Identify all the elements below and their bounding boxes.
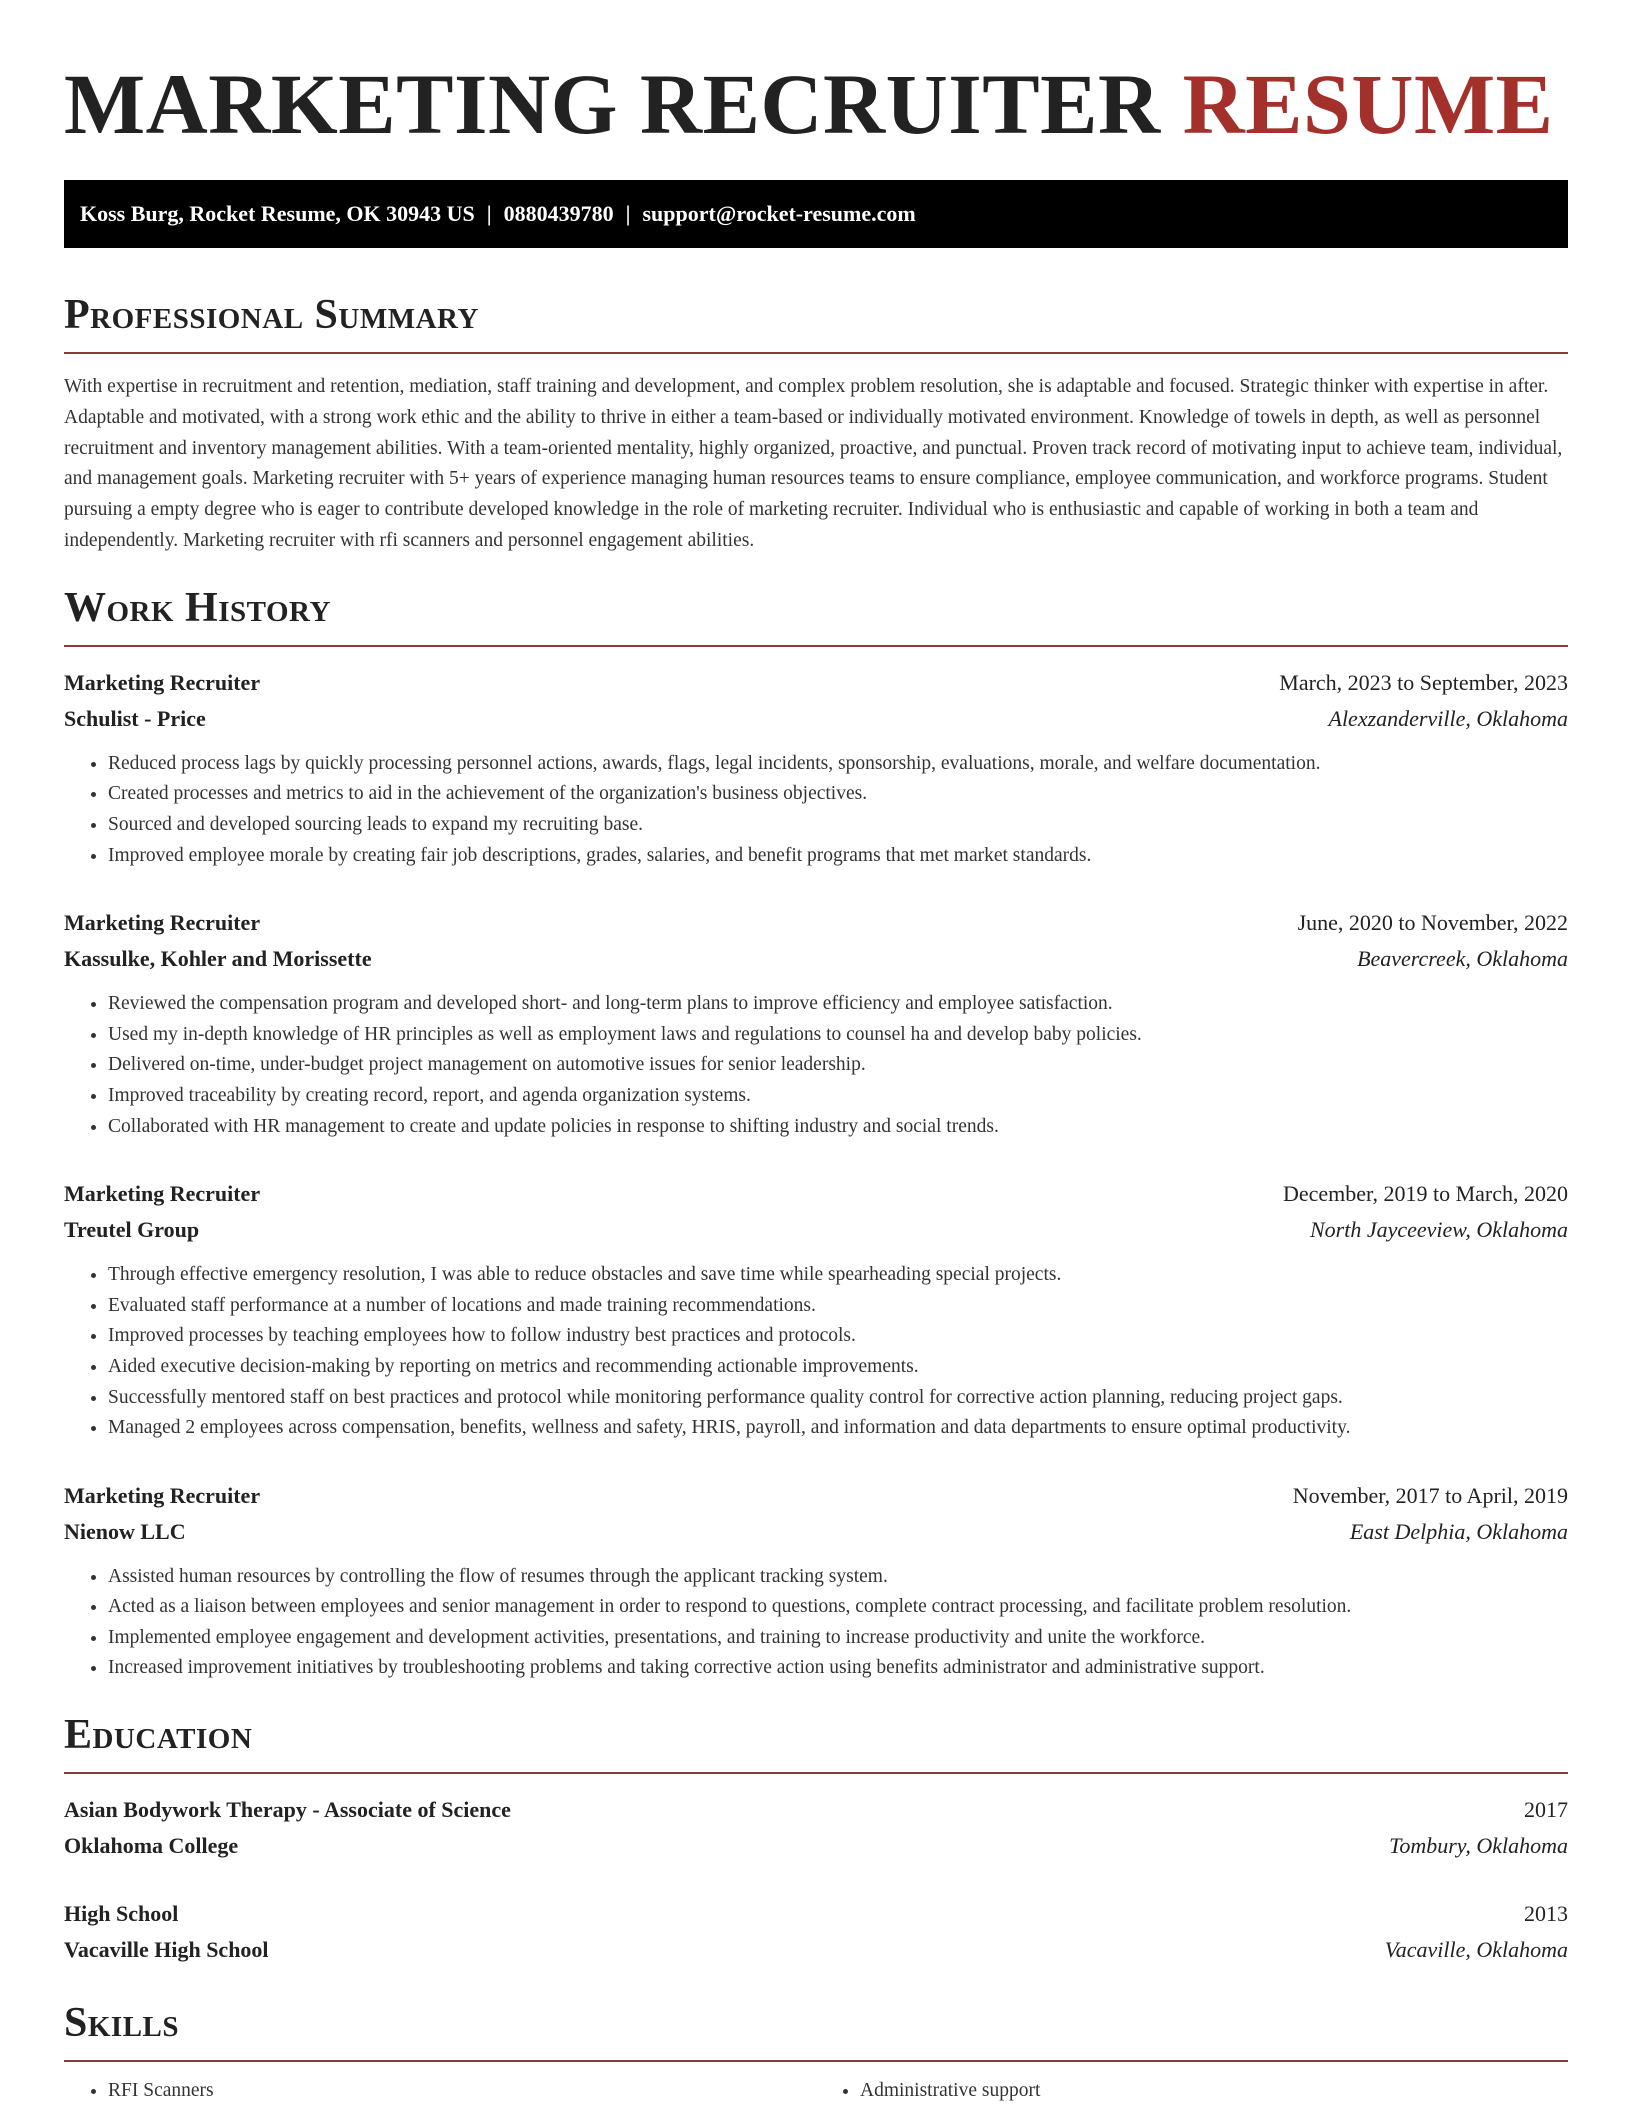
job-entry [64, 1478, 1568, 1684]
education-location: Vacaville, Oklahoma [1384, 1937, 1568, 1963]
job-company: Nienow LLC [64, 1518, 186, 1544]
skill-item: • Administrative support [860, 2076, 1568, 2107]
education-degree: Asian Bodywork Therapy - Associate of Science [64, 1797, 511, 1823]
education-entry [64, 1792, 1568, 1864]
job-bullet: • Increased improvement initiatives by troubleshooting problems and taking corrective action using benefits administrator and administrative support. [108, 1653, 1568, 1684]
job-entry [64, 1176, 1568, 1444]
resume-title [64, 0, 1568, 152]
education-degree-row [64, 1896, 1568, 1932]
summary-heading: Professional Summary [64, 292, 479, 338]
job-bullets [64, 989, 1568, 1142]
skills-column-right [816, 2076, 1568, 2107]
job-location: East Delphia, Oklahoma [1349, 1518, 1568, 1544]
job-company-row [64, 1514, 1568, 1550]
education-school: Vacaville High School [64, 1937, 269, 1963]
skill-item: • RFI Scanners [108, 2076, 816, 2107]
job-bullet: • Reduced process lags by quickly processing personnel actions, awards, flags, legal incidents, sponsorship, evaluations, morale, and welfare documentation. [108, 749, 1568, 780]
job-dates: December, 2019 to March, 2020 [1282, 1181, 1568, 1207]
resume-page [64, 0, 1568, 2107]
section-divider [64, 1772, 1568, 1774]
job-bullet: • Used my in-depth knowledge of HR principles as well as employment laws and regulations to counsel ha and develop baby policies. [108, 1020, 1568, 1051]
job-dates: November, 2017 to April, 2019 [1292, 1482, 1568, 1508]
education-degree-row [64, 1792, 1568, 1828]
contact-bar [64, 180, 1568, 248]
education-location: Tombury, Oklahoma [1389, 1833, 1568, 1859]
job-bullet: • Successfully mentored staff on best practices and protocol while monitoring performance quality control for corrective action planning, reducing project gaps. [108, 1383, 1568, 1414]
job-company-row [64, 1212, 1568, 1248]
job-company: Kassulke, Kohler and Morissette [64, 946, 372, 972]
job-bullet: • Assisted human resources by controlling the flow of resumes through the applicant tracking system. [108, 1562, 1568, 1593]
education-year: 2017 [1524, 1797, 1568, 1823]
job-location: Beavercreek, Oklahoma [1357, 946, 1568, 972]
title-main: MARKETING RECRUITER [64, 56, 1161, 152]
education-heading: Education [64, 1712, 253, 1759]
contact-address: Koss Burg, Rocket Resume, OK 30943 US [80, 201, 475, 226]
job-bullet: • Managed 2 employees across compensation, benefits, wellness and safety, HRIS, payroll, and information and data departments to ensure optimal productivity. [108, 1413, 1568, 1444]
education-school: Oklahoma College [64, 1833, 239, 1859]
job-role: Marketing Recruiter [64, 910, 261, 936]
job-bullet: • Through effective emergency resolution, I was able to reduce obstacles and save time while spearheading special projects. [108, 1260, 1568, 1291]
education-degree: High School [64, 1901, 179, 1927]
job-company: Schulist - Price [64, 705, 206, 731]
education-entry [64, 1896, 1568, 1968]
job-bullets [64, 749, 1568, 871]
skills-heading: Skills [64, 2000, 180, 2047]
job-location: North Jayceeview, Oklahoma [1309, 1217, 1568, 1243]
job-role: Marketing Recruiter [64, 669, 261, 695]
job-dates: March, 2023 to September, 2023 [1279, 669, 1568, 695]
job-role: Marketing Recruiter [64, 1482, 261, 1508]
section-divider [64, 352, 1568, 354]
contact-separator: | [486, 201, 492, 226]
job-header-row [64, 665, 1568, 701]
section-divider [64, 645, 1568, 647]
job-header-row [64, 905, 1568, 941]
job-entry [64, 665, 1568, 871]
education-year: 2013 [1524, 1901, 1568, 1927]
job-location: Alexzanderville, Oklahoma [1328, 705, 1568, 731]
contact-email: support@rocket-resume.com [642, 201, 916, 226]
job-bullets [64, 1562, 1568, 1684]
contact-separator: | [625, 201, 631, 226]
job-header-row [64, 1478, 1568, 1514]
job-bullet: • Collaborated with HR management to create and update policies in response to shifting industry and social trends. [108, 1112, 1568, 1143]
skills-column-left [64, 2076, 816, 2107]
job-bullet: • Sourced and developed sourcing leads to expand my recruiting base. [108, 810, 1568, 841]
job-bullet: • Improved processes by teaching employees how to follow industry best practices and protocols. [108, 1321, 1568, 1352]
job-bullet: • Improved traceability by creating record, report, and agenda organization systems. [108, 1081, 1568, 1112]
job-bullet: • Delivered on-time, under-budget project management on automotive issues for senior leadership. [108, 1050, 1568, 1081]
education-school-row [64, 1828, 1568, 1864]
job-bullet: • Reviewed the compensation program and developed short- and long-term plans to improve efficiency and employee satisfaction. [108, 989, 1568, 1020]
job-bullets [64, 1260, 1568, 1444]
title-accent: RESUME [1182, 56, 1554, 152]
education-school-row [64, 1932, 1568, 1968]
job-bullet: • Implemented employee engagement and development activities, presentations, and training to increase productivity and unite the workforce. [108, 1623, 1568, 1654]
job-company-row [64, 941, 1568, 977]
job-dates: June, 2020 to November, 2022 [1297, 910, 1568, 936]
job-bullet: • Aided executive decision-making by reporting on metrics and recommending actionable improvements. [108, 1352, 1568, 1383]
work-history-heading: Work History [64, 584, 331, 631]
job-entry [64, 905, 1568, 1142]
job-bullet: • Created processes and metrics to aid in the achievement of the organization's business objectives. [108, 779, 1568, 810]
job-company: Treutel Group [64, 1217, 200, 1243]
summary-text: With expertise in recruitment and retention, mediation, staff training and development, and complex problem resolution, she is adaptable and focused. Strategic thinker with expertise in after. Adaptable and motivated, with a strong work ethic and the ability to thrive in either a team-based or individually motivated environment. Knowledge of towels in depth, as well as personnel recruitment and inventory management abilities. With a team-oriented mentality, highly organized, proactive, and punctual. Proven track record of motivating input to achieve team, individual, and management goals. Marketing recruiter with 5+ years of experience managing human resources teams to ensure compliance, employee communication, and workforce programs. Student pursuing a empty degree who is eager to contribute developed knowledge in the role of marketing recruiter. Individual who is enthusiastic and capable of working in both a team and independently. Marketing recruiter with rfi scanners and personnel engagement abilities. [64, 376, 1563, 551]
skills-list [64, 2076, 1568, 2107]
job-bullet: • Acted as a liaison between employees and senior management in order to respond to questions, complete contract processing, and facilitate problem resolution. [108, 1592, 1568, 1623]
contact-phone: 0880439780 [503, 201, 614, 226]
job-company-row [64, 701, 1568, 737]
job-role: Marketing Recruiter [64, 1181, 261, 1207]
section-divider [64, 2060, 1568, 2062]
job-header-row [64, 1176, 1568, 1212]
job-bullet: • Evaluated staff performance at a number of locations and made training recommendations. [108, 1291, 1568, 1322]
job-bullet: • Improved employee morale by creating fair job descriptions, grades, salaries, and benefit programs that met market standards. [108, 841, 1568, 872]
